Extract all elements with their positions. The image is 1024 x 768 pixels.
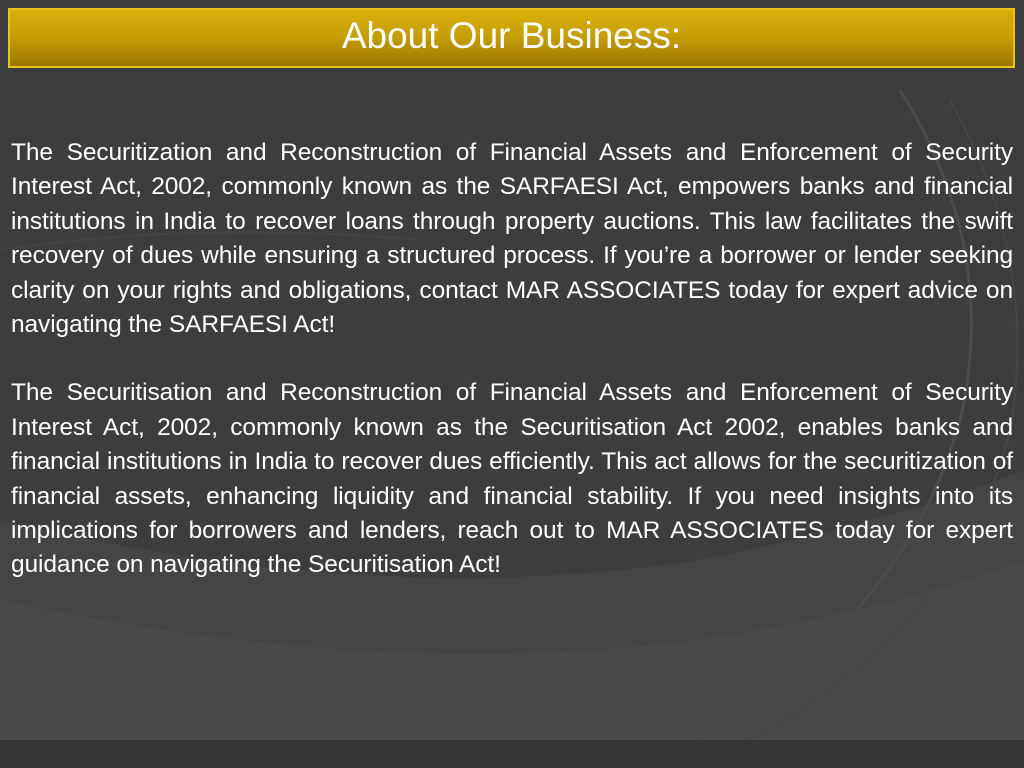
slide-title: About Our Business: [341, 14, 682, 56]
title-banner [8, 8, 1015, 68]
paragraph-sarfaesi: The Securitization and Reconstruction of Financial Assets and Enforcement of Security Interest Act, 2002, commonly known as the SARFAESI Act, empowers banks and financial institutions in India to recover loans through property auctions. This law facilitates the swift recovery of dues while ensuring a structured process. If you’re a borrower or lender seeking clarity on your rights and obligations, contact MAR ASSOCIATES today for expert advice on navigating the SARFAESI Act! [11, 139, 1013, 339]
paragraph-securitisation: The Securitisation and Reconstruction of Financial Assets and Enforcement of Security Interest Act, 2002, commonly known as the Securitisation Act 2002, enables banks and financial institutions in India to recover dues efficiently. This act allows for the securitization of financial assets, enhancing liquidity and financial stability. If you need insights into its implications for borrowers and lenders, reach out to MAR ASSOCIATES today for expert guidance on navigating the Securitisation Act! [11, 379, 1013, 579]
body-text [11, 136, 1013, 583]
